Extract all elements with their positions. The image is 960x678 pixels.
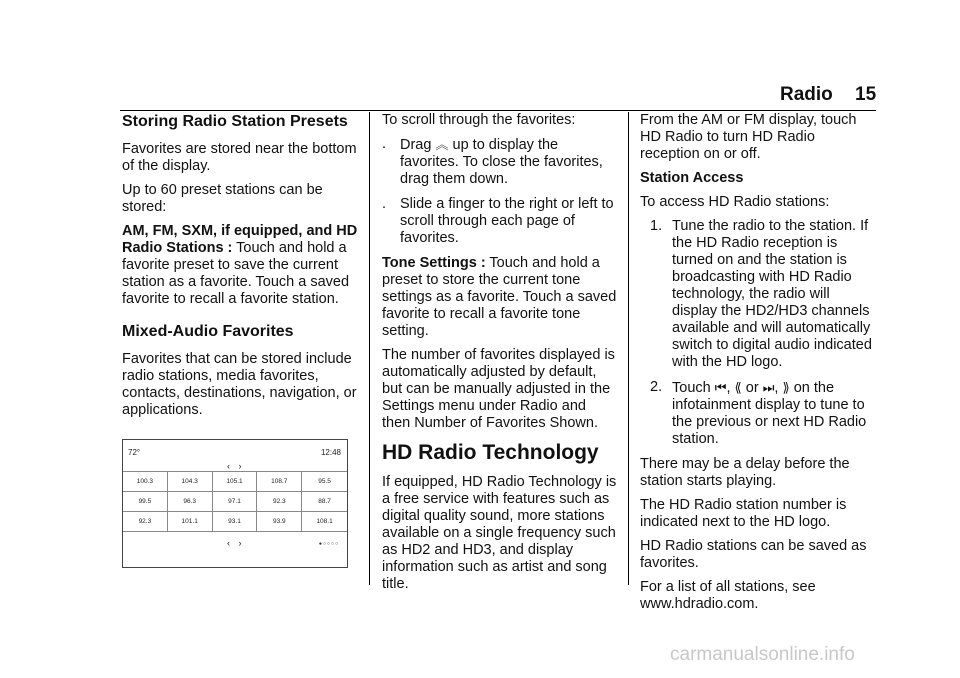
paragraph: The number of favorites displayed is automatically adjusted by default, but can be manually adjusted in the Settings menu under Radio and then Number of Favorites Shown. [382, 347, 615, 431]
paragraph: Favorites that can be stored include radio stations, media favorites, contacts, destinations, navigation, or applications. [122, 351, 357, 418]
paragraph: From the AM or FM display, touch HD Radio to turn HD Radio reception on or off. [640, 112, 857, 162]
paragraph: Up to 60 preset stations can be stored: [122, 182, 323, 215]
paragraph: The HD Radio station number is indicated next to the HD logo. [640, 497, 847, 530]
paragraph: Favorites are stored near the bottom of the display. [122, 141, 357, 174]
header-divider [120, 110, 876, 111]
preset-cell: 93.9 [257, 512, 302, 532]
drag-handle-icon: ︽ [435, 137, 449, 152]
paragraph: To scroll through the favorites: [382, 112, 576, 128]
preset-cell: 108.1 [302, 512, 347, 532]
paragraph: HD Radio stations can be saved as favorites. [640, 538, 867, 571]
subheading: Station Access [640, 170, 744, 186]
preset-cell: 105.1 [213, 472, 258, 492]
numbered-step: 2. Touch ⏮, ⟪ or ⏭, ⟫ on the infotainment display to tune to the previous or next HD Radio station. [650, 379, 867, 447]
preset-cell: 92.3 [123, 512, 168, 532]
section-heading-large: HD Radio Technology [382, 441, 599, 464]
temperature-readout: 72° [128, 448, 141, 457]
seek-back-icon: ⏮ [714, 380, 727, 395]
tune-up-icon: ⟫ [782, 380, 790, 395]
paragraph: To access HD Radio stations: [640, 194, 830, 210]
tune-down-icon: ⟪ [734, 380, 742, 395]
column-divider [369, 112, 370, 585]
page-indicator-dots: ●○○○○ [318, 541, 339, 547]
page-number: 15 [855, 84, 877, 105]
radio-favorites-screen-figure [122, 439, 348, 568]
numbered-step: 1. Tune the radio to the station. If the HD Radio reception is turned on and the station is broadcasting with HD Radio technology, the radio will display the HD2/HD3 channels available and will automatically switch to digital audio indicated with the HD logo. [650, 218, 872, 370]
preset-cell: 93.1 [213, 512, 258, 532]
column-divider [628, 112, 629, 585]
paragraph: There may be a delay before the station starts playing. [640, 456, 850, 489]
page-arrows-icon: ‹ › [227, 538, 245, 548]
definition-paragraph [122, 223, 358, 308]
preset-cell: 99.5 [123, 492, 168, 512]
definition-paragraph [382, 255, 618, 340]
bullet-item: . Slide a finger to the right or left to scroll through each page of favorites. [382, 196, 614, 246]
page-arrows-icon: ‹ › [227, 461, 245, 471]
preset-grid [123, 471, 347, 532]
column-1 [122, 112, 358, 568]
bullet-item: . Drag ︽ up to display the favorites. To close the favorites, drag them down. [382, 136, 603, 187]
preset-cell: 95.5 [302, 472, 347, 492]
section-heading: Mixed-Audio Favorites [122, 323, 294, 340]
definition-term: Tone Settings : [382, 255, 486, 271]
section-heading: Storing Radio Station Presets [122, 113, 348, 130]
paragraph: For a list of all stations, see www.hdradio.com. [640, 579, 816, 612]
definition-text: Touch and hold a favorite preset to save the current station as a favorite. Touch a saved favorite to recall a favorite station. [122, 240, 350, 307]
page-section-title: Radio [780, 84, 833, 105]
preset-cell: 96.3 [168, 492, 213, 512]
preset-cell: 97.1 [213, 492, 258, 512]
preset-cell: 101.1 [168, 512, 213, 532]
definition-term: AM, FM, SXM, if equipped, and HD Radio Stations : [122, 223, 358, 256]
preset-cell: 108.7 [257, 472, 302, 492]
preset-cell: 92.3 [257, 492, 302, 512]
paragraph: If equipped, HD Radio Technology is a free service with features such as digital quality sound, more stations available on a single frequency such as HD2 and HD3, and display information such as artist and song title. [382, 474, 617, 592]
column-3 [640, 112, 876, 620]
column-2 [382, 112, 618, 600]
definition-text: Touch and hold a preset to store the current tone settings as a favorite. Touch a saved favorite to recall a favorite tone setting. [382, 255, 617, 339]
clock-readout: 12:48 [320, 448, 341, 457]
preset-cell: 104.3 [168, 472, 213, 492]
watermark: carmanualsonline.info [670, 644, 855, 665]
preset-cell: 88.7 [302, 492, 347, 512]
preset-cell: 100.3 [123, 472, 168, 492]
seek-forward-icon: ⏭ [762, 380, 775, 395]
